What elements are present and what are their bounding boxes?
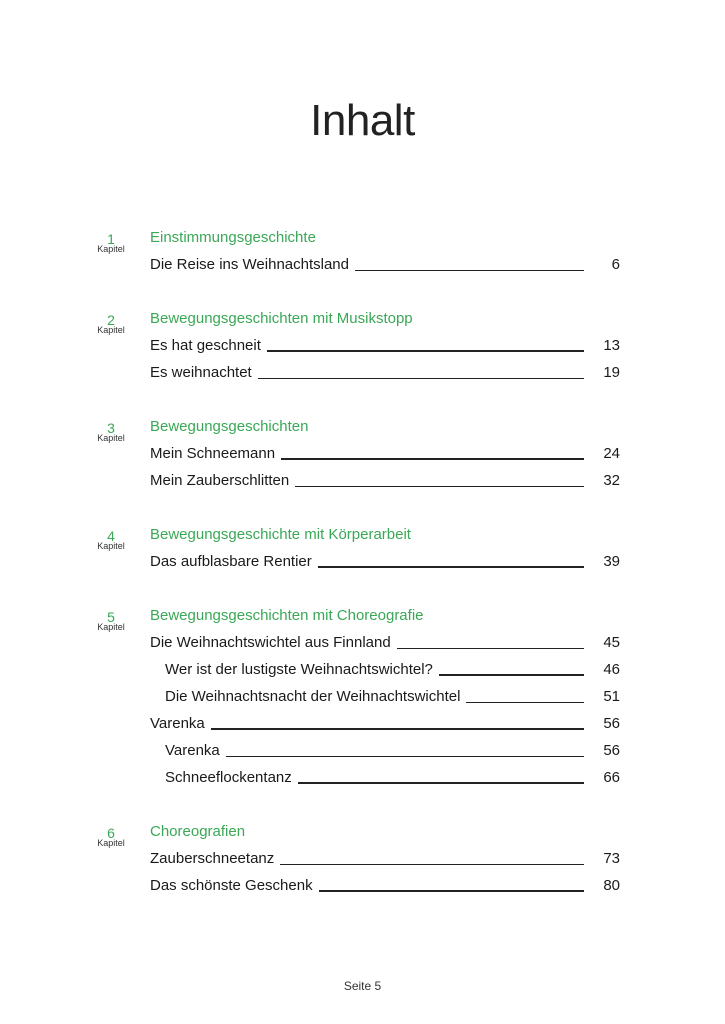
leader-line xyxy=(280,863,584,865)
toc-subentry[interactable] xyxy=(165,660,620,680)
chapter-title: Choreografien xyxy=(150,823,246,840)
page-footer: Seite 5 xyxy=(343,979,382,993)
toc-entry[interactable] xyxy=(150,714,620,734)
toc-entry-title: Mein Zauberschlitten xyxy=(150,472,290,489)
chapter-title: Bewegungsgeschichten mit Musikstopp xyxy=(150,310,413,327)
chapter-title: Bewegungsgeschichten mit Choreografie xyxy=(150,607,424,624)
toc-entry-page: 46 xyxy=(603,661,620,678)
toc-entry-title: Wer ist der lustigste Weihnachtswichtel? xyxy=(165,661,433,678)
leader-line xyxy=(267,349,584,352)
toc-entry-page: 73 xyxy=(603,850,620,867)
chapter-number: 3 xyxy=(107,420,115,436)
chapter-label: Kapitel xyxy=(97,433,125,443)
leader-line xyxy=(281,457,584,460)
chapter-label: Kapitel xyxy=(97,325,125,335)
chapter-number: 6 xyxy=(107,825,115,841)
chapter-label: Kapitel xyxy=(97,244,125,254)
chapter-label: Kapitel xyxy=(97,838,125,848)
page-title: Inhalt xyxy=(310,96,415,145)
toc-entry-page: 56 xyxy=(603,742,620,759)
chapter-number: 5 xyxy=(107,609,115,625)
chapter-label: Kapitel xyxy=(97,541,125,551)
chapter-title: Einstimmungsgeschichte xyxy=(150,229,316,246)
leader-line xyxy=(319,889,584,892)
toc-entry[interactable] xyxy=(150,363,620,383)
toc-entry-title: Schneeflockentanz xyxy=(165,769,292,786)
chapter-title: Bewegungsgeschichte mit Körperarbeit xyxy=(150,526,411,543)
toc-entry[interactable] xyxy=(150,552,620,572)
toc-entry-page: 56 xyxy=(603,715,620,732)
leader-line xyxy=(355,269,584,271)
toc-entry-page: 45 xyxy=(603,634,620,651)
chapter-number: 4 xyxy=(107,528,115,544)
toc-entry-page: 80 xyxy=(603,877,620,894)
toc-entry-title: Varenka xyxy=(165,742,220,759)
toc-entry[interactable] xyxy=(150,876,620,896)
chapter-number: 2 xyxy=(107,312,115,328)
toc-entry-title: Die Reise ins Weihnachtsland xyxy=(150,256,349,273)
leader-line xyxy=(298,781,584,784)
toc-entry-title: Die Weihnachtsnacht der Weihnachtswichtel xyxy=(165,688,461,705)
chapter-number: 1 xyxy=(107,231,115,247)
toc-entry-page: 51 xyxy=(603,688,620,705)
leader-line xyxy=(211,727,584,730)
toc-entry[interactable] xyxy=(150,444,620,464)
leader-line xyxy=(258,377,584,379)
toc-entry-page: 66 xyxy=(603,769,620,786)
leader-line xyxy=(397,647,584,649)
toc-entry-title: Das schönste Geschenk xyxy=(150,877,313,894)
toc-entry-title: Varenka xyxy=(150,715,205,732)
toc-entry[interactable] xyxy=(150,849,620,869)
toc-subentry[interactable] xyxy=(165,687,620,707)
toc-entry-title: Es hat geschneit xyxy=(150,337,261,354)
toc-entry[interactable] xyxy=(150,471,620,491)
leader-line xyxy=(318,565,584,568)
leader-line xyxy=(466,701,584,703)
toc-entry-page: 32 xyxy=(603,472,620,489)
toc-subentry[interactable] xyxy=(165,768,620,788)
toc-entry-title: Die Weihnachtswichtel aus Finnland xyxy=(150,634,391,651)
toc-entry-title: Zauberschneetanz xyxy=(150,850,275,867)
toc-entry-page: 19 xyxy=(603,364,620,381)
toc-entry-page: 39 xyxy=(603,553,620,570)
toc-entry-page: 13 xyxy=(603,337,620,354)
toc-entry-page: 24 xyxy=(603,445,620,462)
toc-entry-title: Mein Schneemann xyxy=(150,445,276,462)
leader-line xyxy=(439,673,584,676)
leader-line xyxy=(226,755,584,757)
chapter-label: Kapitel xyxy=(97,622,125,632)
toc-entry-page: 6 xyxy=(611,256,620,273)
toc-entry-title: Das aufblasbare Rentier xyxy=(150,553,312,570)
toc-entry[interactable] xyxy=(150,633,620,653)
toc-entry[interactable] xyxy=(150,336,620,356)
toc-entry[interactable] xyxy=(150,255,620,275)
toc-entry-title: Es weihnachtet xyxy=(150,364,252,381)
toc-subentry[interactable] xyxy=(165,741,620,761)
leader-line xyxy=(295,485,584,487)
chapter-title: Bewegungsgeschichten xyxy=(150,418,309,435)
